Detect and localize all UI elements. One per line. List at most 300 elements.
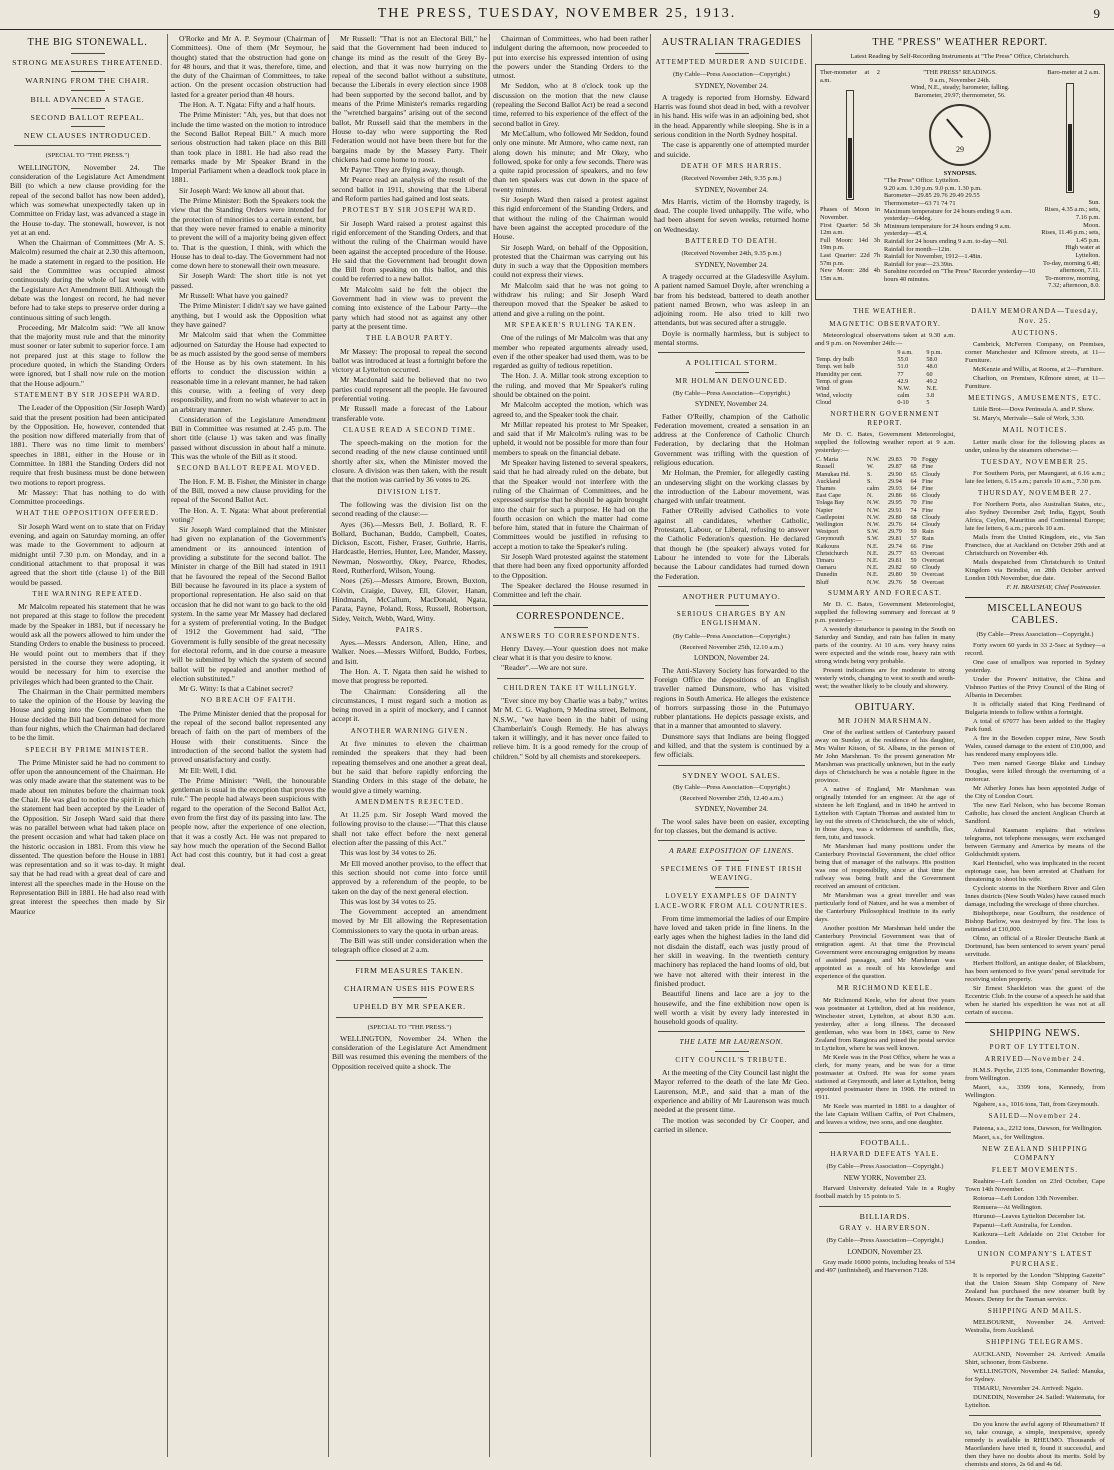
paragraph: WELLINGTON, November 24. When the consideration of the Legislature Act Amendment Bill was resumed this evening the members of the Opposition received quite a shock. The [332, 1033, 487, 1071]
paragraph: Sir Joseph Ward, on behalf of the Opposition, protested that the Chairman was carrying out his duty in such a way that the Opposition members could not express their views. [493, 242, 648, 280]
table-cell: 65 [910, 470, 917, 478]
table-cell: Dunedin [816, 571, 838, 579]
paragraph: DUNEDIN, November 24. Sailed: Waitemata, for Lyttelton. [965, 1393, 1105, 1409]
paragraph: One case of smallpox was reported in Sydney yesterday. [965, 658, 1105, 674]
paragraph: Noes (26).—Messrs Atmore, Brown, Buxton, Colvin, Craigie, Davey, Ell, Glover, Hanan, Hindmarsh, McCallum, MacDonald, Ngata, Parata, Payne, Poland, Ross, Russell, Robertson, Sidey, Veitch, Webb, Ward, Witty. [332, 576, 487, 623]
subheading: NEW ZEALAND SHIPPING COMPANY [982, 1144, 1088, 1162]
forecast-row [815, 471, 955, 478]
readings-title: "THE PRESS" READINGS. [923, 69, 997, 77]
table-cell: N.E. [926, 384, 938, 392]
thermometer-icon [846, 90, 854, 200]
credit-line: (By Cable—Press Association—Copyright.) [672, 632, 791, 640]
paragraph: Mails from the United Kingdom, etc., via San Francisco, due at Auckland on October 29th and at Christchurch on November 4th. [965, 534, 1105, 558]
paragraph: The following was the division list on the second reading of the clause:— [332, 499, 487, 519]
synopsis-line: Barometer—29.85 29.76 29.49 29.55 [884, 192, 980, 200]
deck: LOVELY EXAMPLES OF DAINTY LACE-WORK FROM ALL COUNTRIES. [655, 892, 808, 910]
observatory-row [815, 349, 955, 356]
weather-left [820, 69, 880, 282]
paragraph: Mr Massey: The proposal to repeal the second ballot was introduced at least a fortnight before the victory at Lyttelton occurred. [332, 346, 487, 375]
paragraph: Mr Massey: That has nothing to do with Committee proceedings. [10, 487, 165, 507]
paragraph: WELLINGTON, November 24. Sailed: Manuka, for Sydney. [965, 1367, 1105, 1383]
paragraph: Mails despatched from Christchurch to United Kingdom via Brindisi, on 28th October arrived London 10th November, due date. [965, 559, 1105, 583]
table-cell: Thames [816, 484, 836, 492]
table-cell: N.E. [866, 564, 879, 572]
headline: FOOTBALL. [860, 1137, 910, 1147]
paragraph: Gray made 16000 points, including breaks of 534 and 497 (unfinished), and Harverson 7128. [815, 1259, 955, 1275]
paragraph: TIMARU, November 24. Arrived: Ngaio. [973, 1384, 1084, 1392]
table-cell: Manukau Hd. [816, 470, 851, 478]
paragraph: Mr D. C. Bates, Government Meteorologist, supplied the following summary and forecast at 9 p.m. yesterday:— [815, 601, 955, 625]
credit-line: (By Cable—Press Association—Copyright.) [672, 389, 791, 397]
column-3 [332, 34, 487, 1459]
table-cell: 63 [910, 549, 917, 557]
paragraph: A tragedy is reported from Hornsby. Edward Harris was found shot dead in bed, with a revolver in his hand. His wife was in an adjoining bed, shot in the head. Apparently while sleeping. She is in a serious condition in the North Sydney hospital. [654, 92, 809, 140]
table-cell: 29.79 [887, 528, 902, 536]
paragraph: Herbert Holford, an antique dealer, of Blackburn, has been sentenced to five years' penal servitude for receiving stolen property. [965, 959, 1105, 983]
paragraph: It is reported by the London "Shipping Gazette" that the Union Steam Ship Company of New Zealand has purchased the new steamer built by Messrs. Denny for the Tasman service. [965, 1272, 1105, 1304]
subheading: PORT OF LYTTELTON. [989, 1042, 1081, 1051]
subheading: TUESDAY, NOVEMBER 25. [981, 457, 1089, 466]
paragraph: Cyclonic storms in the Northern River and Glen Innes districts (New South Wales) have caused much damage, including the wreckage of three churches. [965, 884, 1105, 908]
dateline: LONDON, November 23. [847, 1247, 923, 1256]
subheading: ARRIVED—November 24. [984, 1054, 1086, 1063]
deck: HARVARD DEFEATS YALE. [830, 1149, 940, 1158]
table-cell: 68 [910, 513, 917, 521]
table-cell: 58.0 [926, 356, 938, 364]
paragraph: The Bill was still under consideration when the telegraph office closed at 2 a.m. [332, 936, 487, 955]
paragraph: Mrs Harris, victim of the Hornsby tragedy, is dead. The couple lived unhappily. The wife, who had been absent for seven weeks, returned home on Wednesday. [654, 196, 809, 234]
table-cell: 77 [897, 370, 904, 378]
paragraph: "Reader".—We are not sure. [501, 663, 588, 673]
synopsis-line: Rainfall for November, 1912—1.48in. [884, 253, 983, 261]
table-cell: N.W. [866, 578, 880, 586]
subheading: THE WEATHER. [853, 307, 917, 316]
deck: CITY COUNCIL'S TRIBUTE. [675, 1055, 788, 1064]
subheading: SHIPPING AND MAILS. [987, 1307, 1083, 1316]
table-cell: Russell [816, 463, 835, 471]
paragraph: Cambrick, McFerren Company, on Premises, corner Manchester and Kilmore streets, at 11—Furniture. [965, 341, 1105, 365]
table-cell: Fine [922, 506, 934, 514]
paragraph: Mr Speaker having listened to several speakers, said that he had already ruled on the debate, but that the Speaker would not interfere with the ruling of the Chairman of Committees, and he expressed surprise that he should be again brought into the chair for such a purpose. He had on the fourth occasion on which the matter had come before him, stated that in future the Chairman of Committees would be justified in refusing to accept a motion to take the Speaker's ruling. [493, 458, 648, 551]
subheading: PROTEST BY SIR JOSEPH WARD. [342, 206, 477, 215]
paragraph: The Leader of the Opposition (Sir Joseph Ward) said that the present position had been anticipated by the Opposition. He, however, contended that the position now differed materially from that of 1881. There was no time limit to members' speeches in 1881, either in the House or in Committee. In 1881 the Standing Orders did not require that fresh business must be done between two motions to report progress. [10, 403, 165, 487]
table-cell: N.W. [866, 513, 880, 521]
paragraph: AUCKLAND, November 24. Arrived: Amaila Shirt, schooner, from Gisborne. [965, 1350, 1105, 1366]
paragraph: Mr Ell moved another proviso, to the effect that this section should not come into force until approved by a referendum of the people, to be taken on the day of the next general election. [332, 858, 487, 896]
table-cell: 74 [910, 506, 917, 514]
paragraph: This was lost by 34 votes to 26. [340, 848, 437, 858]
forecast-row [815, 485, 955, 492]
sun-line: High water at Lyttelton. [1065, 244, 1100, 260]
paragraph: The Prime Minister: "Ah, yes, but that does not include the time wasted on the motion to introduce the Second Ballot Repeal Bill." A much more serious obstruction had taken place on this Bill than took place in 1881. He had also read the remarks made by Mr Speaker Brand in the Imperial Parliament when a deadlock took place in 1881. [171, 110, 326, 185]
paragraph: The Hon. J. A. Millar took strong exception to the ruling, and moved that Mr Speaker's ruling should be obtained on the point. [493, 371, 648, 399]
paragraph: Maori, s.s., 3399 tons, Kennedy, from Wellington. [965, 1084, 1105, 1100]
forecast-row [815, 564, 955, 571]
subheading: MR JOHN MARSHMAN. [838, 717, 932, 726]
paragraph: Olmo, an official of a Riosler Deutsche Bank at Dortmund, has been sentenced to seven years' penal servitude. [965, 934, 1105, 958]
table-cell: 49.2 [926, 377, 938, 385]
deck: NEW CLAUSES INTRODUCED. [23, 131, 152, 141]
table-cell: 29.76 [887, 520, 902, 528]
observatory-row [815, 392, 955, 399]
paragraph: One of the rulings of Mr Malcolm was that any member who repeated arguments already used, even if the other speaker had used them, was to be regarded as guilty of tedious repetition. [493, 333, 648, 371]
table-cell: 29.81 [887, 535, 902, 543]
subheading: NORTHERN GOVERNMENT REPORT. [830, 409, 940, 427]
table-cell: Timaru [816, 556, 834, 564]
dateline: SYDNEY, November 24. [695, 260, 768, 269]
paragraph: Ayes (36).—Messrs Bell, J. Bollard, R. F. Bollard, Buchanan, Buddo, Campbell, Coates, Dickson, Escott, Fisher, Fraser, Guthrie, Harris, Hardcastle, Herries, Hunter, Lee, Mander, Massey, Newman, Nosworthy, Okey, Pearce, Rhodes, Reed, Rutherford, Wilson, Young. [332, 519, 487, 576]
sun-line: To-day, morning 6.48; afternoon, 7.11. [1043, 259, 1100, 275]
table-cell: N.W. [866, 506, 880, 514]
column-rule [650, 34, 651, 1457]
table-cell: 3.8 [926, 392, 935, 400]
paragraph: Present indications are for moderate to strong westerly winds, changing to west to south and south-west; the weather likely to be cloudy and showery. [815, 667, 955, 691]
table-cell: 9 a.m. [897, 348, 913, 356]
dateline: SYDNEY, November 24. [695, 185, 768, 194]
signature: F. H. BRAYSHAY, Chief Postmaster. [1006, 584, 1101, 592]
table-cell: N.W. [897, 384, 911, 392]
paragraph: Kaikoura—Left Adelaide on 21st October for London. [965, 1231, 1105, 1247]
forecast-row [815, 514, 955, 521]
paragraph: Beautiful linens and lace are a joy to the housewife, and the fine exhibition now open is well worth a visit by every lady interested in household goods of quality. [654, 989, 809, 1027]
paragraph: Karl Hentschel, who was implicated in the recent espionage case, has been arrested at Chatham for threatening to shoot his wife. [965, 859, 1105, 883]
deck: SERIOUS CHARGES BY AN ENGLISHMAN. [676, 610, 787, 628]
table-cell: 29.95 [887, 499, 902, 507]
paragraph: Mr Malcolm accepted the motion, which was agreed to, and the Speaker took the chair. [493, 400, 648, 419]
observatory-table [815, 349, 955, 407]
headline: BILLIARDS. [859, 1211, 911, 1221]
paragraph: Mr Macdonald said he believed that no two parties could represent all the people. He favoured preferential voting. [332, 375, 487, 403]
subheading: NO BREACH OF FAITH. [200, 696, 297, 705]
page-number: 9 [1093, 6, 1100, 21]
paragraph: Mr Holman, the Premier, for allegedly casting an undeserving slight on the working classes by the introduction of the Labour movement, was charged with unfair treatment. [654, 468, 809, 506]
paragraph: Sir Joseph Ward protested against the statement that there had been any fixed opportunity afforded to the Opposition. [493, 552, 648, 580]
paragraph: One of the earliest settlers of Canterbury passed away on Sunday, at the residence of his daughter, Mrs Walter Kitson, of St. Albans, in the person of Mr John Marshman. To the present generation Mr Marshman was practically unknown, but in the early days of Christchurch he was a notable figure in the province. [815, 729, 955, 785]
table-cell: Kaikoura [816, 542, 840, 550]
observatory-row [815, 363, 955, 370]
subheading: ANSWERS TO CORRESPONDENTS. [500, 631, 641, 640]
table-cell: 29.80 [887, 571, 902, 579]
subheading: SAILED—November 24. [988, 1112, 1082, 1121]
table-cell: Wellington [816, 520, 844, 528]
paragraph: Consideration of the Legislature Amendment Bill in Committee was resumed at 2.45 p.m. The short title (clause 1) was taken and was finally passed without discussion in about half a minute. This was the whole of the Bill as it stood. [171, 414, 326, 462]
paragraph: St. Mary's, Merivale—Sale of Work, 3.30. [973, 415, 1085, 423]
paragraph: Sir Joseph Ward: We know all about that. [179, 185, 305, 195]
table-cell: 66 [910, 492, 917, 500]
table-cell: S.W. [866, 528, 879, 536]
subheading: MAGNETIC OBSERVATORY. [829, 319, 941, 328]
subheading: MR RICHMOND KEELE. [836, 984, 934, 993]
subheading: DEATH OF MRS HARRIS. [680, 161, 783, 170]
forecast-row [815, 571, 955, 578]
forecast-row [815, 478, 955, 485]
dateline: SYDNEY, November 24. [695, 400, 768, 409]
paragraph: Proceeding, Mr Malcolm said: "We all know that the majority must rule and that the minority must sooner or later submit to superior force. I am not prepared just at this stage to follow the procedure quoted, in which the Standing Orders were ignored, but I shall now rule on the motion that the House adjourn." [10, 322, 165, 388]
table-cell: Overcast [922, 549, 945, 557]
sun-line: Sun. [1088, 198, 1100, 206]
forecast-row [815, 557, 955, 564]
paragraph: Mr McCallum, who followed Mr Seddon, found only one minute. Mr Atmore, who came next, ran along down his minute; and Mr Okey, who followed, spoke for only a few seconds. There was a quite rapid procession of speakers, and no few than ten speakers was cut down in the space of twenty minutes. [493, 128, 648, 194]
table-cell: 70 [910, 499, 917, 507]
paragraph: At the meeting of the City Council last night the Mayor referred to the death of the late Mr Geo. Laurenson, M.P., and said that a man of the experience and ability of Mr Laurenson was much needed at the present time. [654, 1068, 809, 1115]
table-cell: Rain [922, 528, 934, 536]
headline: SYDNEY WOOL SALES. [682, 770, 781, 780]
synopsis-line: Sunshine recorded on "The Press" Recorder yesterday—10 hours 40 minutes. [884, 268, 1036, 283]
paragraph: Mr Millar repeated his protest to Mr Speaker, and said that if Mr Malcolm's ruling was to be upheld, it would not be possible for more than four members to speak on the financial debate. [493, 419, 648, 457]
paragraph: A total of 67077 has been added to the Hagley Park fund. [965, 717, 1105, 733]
synopsis-line: Thermometer—63 71 74 71 [884, 200, 956, 208]
credit-line: (By Cable—Press Association—Copyright.) [672, 71, 791, 79]
paragraph: The Government accepted an amendment moved by Mr Ell allowing the Representation Commissioners to vary the quota in urban areas. [332, 907, 487, 935]
paragraph: Mr Pearce read an analysis of the result of the second ballot in 1911, showing that the Liberal and Reform parties had gained and lost seats. [332, 175, 487, 204]
forecast-row [815, 456, 955, 463]
table-cell: 64 [910, 477, 917, 485]
paragraph: Ayes.—Messrs Anderson, Allen, Hine, and Walker. Noes.—Messrs Wilford, Buddo, Forbes, and Isitt. [332, 638, 487, 666]
table-cell: Castlepoint [816, 513, 845, 521]
headline: THE "PRESS" WEATHER REPORT. [872, 37, 1048, 48]
paragraph: Hurunui—Leaves Lyttelton December 1st. [973, 1213, 1086, 1221]
table-cell: 64 [910, 484, 917, 492]
subheading: MR SPEAKER'S RULING TAKEN. [504, 320, 637, 329]
paragraph: Sir Joseph Ward went on to state that on Friday evening, and again on Saturday morning, an offer was made to the Government to adjourn at midnight until 7.30 p.m. on Monday, and in a conditional attachment to that proposal it was agreed that the short title (clause 1) of the Bill would be passed. [10, 521, 165, 587]
subheading: MEETINGS, AMUSEMENTS, ETC. [968, 394, 1102, 403]
forecast-row [815, 492, 955, 499]
table-cell: Overcast [922, 578, 945, 586]
paragraph: Mr Marshman had many positions under the Canterbury Provincial Government, the chief office being that of manager of the railways. His position was one of responsibility, since at that time the railway was being built and the Government received an amount of criticism. [815, 843, 955, 891]
table-cell: calm [866, 484, 879, 492]
table-cell: Tolaga Bay [816, 499, 845, 507]
headline: OBITUARY. [854, 702, 916, 714]
table-cell: 58 [910, 578, 917, 586]
headline: THE LATE MR LAURENSON. [679, 1037, 784, 1047]
table-cell: Humidity per cent. [816, 370, 863, 378]
paragraph: Mr G. Witty: Is that a Cabinet secret? [179, 684, 293, 694]
table-cell: Wind, velocity [816, 392, 853, 400]
sun-line: Moon. [1083, 221, 1100, 229]
table-cell: Wind [816, 384, 830, 392]
subheading: PAIRS. [395, 625, 424, 634]
paragraph: A native of England, Mr Marshman was originally intended for an engineer. At the age of sixteen he left England, and in 1840 he arrived in Lyttelton with Captain Thomas and assisted him to lay out the streets of Christchurch, the site of which, in those days, was a wilderness of sandhills, flax, fern, tutu, and tussock. [815, 786, 955, 842]
synopsis-line: Maximum temperature for 24 hours ending 9 a.m. yesterday—64deg. [884, 207, 1012, 223]
paragraph: Admiral Kasmann explains that wireless telegrams, not telephone messages, were exchanged between Germany and America by means of the Goldschmidt system. [965, 826, 1105, 858]
table-cell: 70 [910, 456, 917, 464]
headline: SHIPPING NEWS. [989, 1027, 1081, 1039]
paragraph: The Hon. A. T. Ngata: Fifty and a half hours. [179, 100, 316, 110]
table-cell: East Cape [816, 492, 841, 500]
deck: UPHELD BY MR SPEAKER. [353, 1002, 466, 1012]
weather-intro: Latest Reading by Self-Recording Instruments at "The Press" Office, Christchurch. [850, 53, 1070, 60]
moon-line: Phases of Moon in November. [820, 206, 880, 222]
paragraph: Mr Ell: Well, I did. [179, 765, 237, 775]
observatory-row [815, 371, 955, 378]
table-cell: 57 [910, 535, 917, 543]
subheading: AMENDMENTS REJECTED. [354, 797, 465, 806]
forecast-row [815, 507, 955, 514]
paragraph: "Ever since my boy Charlie was a baby," writes Mr M. C. G. Waghorn, 9 Medina street, Belmont, N.S.W., "we have been in the habit of using Chamberlain's Cough Remedy. He has always taken it willingly, and it has never once failed to relieve him. It is a good remedy for the croup of children." Sold by all chemists and storekeepers. [493, 696, 648, 761]
subheading: AUCTIONS. [1011, 328, 1059, 337]
table-cell: S. [866, 477, 872, 485]
table-cell: 51.0 [897, 363, 909, 371]
observatory-row [815, 399, 955, 406]
paragraph: The Hon. A. T. Ngata then said he wished to move that progress be reported. [332, 667, 487, 686]
paragraph: H.M.S. Psyche, 2135 tons, Commander Bowring, from Wellington. [965, 1067, 1105, 1083]
table-cell: 29.93 [887, 484, 902, 492]
table-cell: Overcast [922, 571, 945, 579]
subheading: SECOND BALLOT REPEAL MOVED. [176, 464, 321, 473]
subheading: THE WARNING REPEATED. [32, 589, 143, 598]
paragraph: Sir Joseph Ward then raised a protest against this rigid enforcement of the Standing Orders, and that without the ruling of the Chairman would have been against the accepted procedure of the House. [493, 195, 648, 242]
paragraph: Mr Russell made a forecast of the Labour transferable vote. [332, 404, 487, 423]
paragraph: Mr Richmond Keele, who for about five years was postmaster at Lyttelton, died at his residence, Winchester street, Lyttelton, at about 8.30 a.m. yesterday, after a long illness. The deceased gentleman, who was born in 1843, came to New Zealand from Rangiora and joined the postal service in Lyttelton, where he was well known. [815, 996, 955, 1052]
paragraph: Mr Malcolm said that he was not going to withdraw his ruling; and Sir Joseph Ward thereupon moved that the Speaker be asked to attend and give a ruling on the point. [493, 280, 648, 318]
paragraph: The speech-making on the motion for the second reading of the new clause continued until shortly after six, when the Minister moved the closure. A division was then taken, with the result that the motion was carried by 36 votes to 26. [332, 438, 487, 485]
deck: SPECIMENS OF THE FINEST IRISH WEAVING. [660, 864, 803, 882]
table-cell: 66 [910, 542, 917, 550]
deck: GRAY v. HARVERSON. [839, 1224, 931, 1233]
paragraph: The Anti-Slavery Society has forwarded to the Foreign Office the depositions of an English traveller named Dunsmore, who has visited regions in South America. He alleges the existence of horrors surpassing those in the Putumayo rubber plantations. He depicts passage exists, and that in a manner that amounted to slavery. [654, 665, 809, 731]
table-cell: 29.81 [887, 556, 902, 564]
table-cell: Overcast [922, 556, 945, 564]
table-cell: C. Maria [816, 456, 838, 464]
table-cell: N.W. [866, 520, 880, 528]
table-cell: Rain [922, 535, 934, 543]
paragraph: Sir Joseph Ward complained that the Minister had given no explanation of the Government's amendment or its announced intention of providing a substitute for the second ballot. The Minister in charge of the Bill had stated in 1911 that he favoured the repeal of the Second Ballot Bill because he favoured in its place a system of proportional representation. He also said on that occasion that he did not want to go back to the old system. In the same year Mr Massey had declared for a system of preferential voting. In the Budget of 1912 the Government had said, "The Government is fully sensible of the great necessity for electoral reform, and in due course a measure will be submitted by which the system of second ballot will be repealed and another method of election substituted." [171, 525, 326, 683]
table-cell: 29.74 [887, 542, 902, 550]
table-cell: 29.90 [887, 470, 902, 478]
table-cell: Fine [922, 477, 934, 485]
paragraph: Sir Ernest Shackleton was the guest of the Eccentric Club. In the course of a speech he said that when he started his expedition he was not at all certain of success. [965, 984, 1105, 1016]
weather-centre [884, 69, 1036, 283]
headline: AUSTRALIAN TRAGEDIES [661, 37, 802, 48]
paragraph: Henry Davey.—Your question does not make clear what it is that you desire to know. [493, 643, 648, 663]
table-cell: Westport [816, 528, 839, 536]
observatory-row [815, 385, 955, 392]
table-cell: 48.0 [926, 363, 938, 371]
paragraph: MELBOURNE, November 24. Arrived: Westralia, from Auckland. [965, 1319, 1105, 1335]
paragraph: Doyle is normally harmless, but is subject to mental storms. [654, 328, 809, 348]
table-cell [815, 349, 896, 356]
paragraph: For Southern Ports, per Maungarei, at 6.16 a.m.; late fee letters, 6.15 a.m.; parcels 10 a.m., 7.30 p.m. [965, 470, 1105, 486]
paragraph: Mr Keele was married in 1881 to a daughter of the late Captain William Caffin, of Port Chalmers, and leaves a widow, two sons, and one daughter. [815, 1102, 955, 1126]
paragraph: For Northern Ports, also Australian States, etc., also Sydney December 2nd; India, Egypt, South Africa, Ceylon, Mauritius and Continental Europe; late fee letters, 6 a.m.; parcels 10 a.m. [965, 501, 1105, 533]
readings-line: 9 a.m., November 24th. [929, 76, 991, 84]
credit-line: (By Cable—Press Association—Copyright.) [826, 1237, 944, 1245]
paragraph: Mr Russell: What have you gained? [179, 291, 288, 301]
paragraph: Mr Seddon, who at 8 o'clock took up the discussion on the motion that the new clause (repealing the Second Ballot Act) be read a second time, referred to his experience of the effect of the second ballot in Grey. [493, 81, 648, 128]
table-cell: Greymouth [816, 535, 845, 543]
subheading: ANOTHER WARNING GIVEN. [350, 726, 469, 735]
paragraph: Mr Malcolm said he felt the object the Government had in view was to prevent the coming into existence of the Labour Party—the party which had stood not as against any other party at the present time. [332, 284, 487, 331]
column-5 [654, 34, 809, 1459]
forecast-row [815, 550, 955, 557]
credit-line: (SPECIAL TO "THE PRESS.") [367, 1023, 452, 1031]
paragraph: Remuera—At Wellington. [973, 1204, 1043, 1212]
synopsis-line: 9.20 a.m. 1.30 p.m. 9.0 p.m. 1.30 p.m. [884, 184, 982, 192]
table-cell: Temp. wet bulb [816, 363, 855, 371]
paragraph: The Prime Minister said he had no comment to offer upon the announcement of the Chairman. He was only made aware that the statement was to be made about ten minutes before the chairman took the Chair. He was glad to notice the spirit in which the statement had been accepted by the Leader of the Opposition. Sir Joseph Ward said that there was no parallel between what had taken place on the present occasion and what had taken place on the historic occasion in 1881. From this view he dissented. The question before the House in 1881 was representation and so it was to-day. It might say that he had read with a great deal of care and interest all the speeches made in the House on the Representation Bill in 1881. He had also read with great interest the speeches then made by Sir Maurice [10, 757, 165, 916]
received-line: (Received November 24th, 9.35 p.m.) [681, 250, 782, 258]
deck: MR HOLMAN DENOUNCED. [675, 376, 788, 385]
subheading: STATEMENT BY SIR JOSEPH WARD. [14, 390, 161, 399]
dateline: SYDNEY, November 24. [695, 805, 768, 814]
paragraph: From time immemorial the ladies of our Empire have loved and taken pride in fine linens. In the early ages when the highest ladies in the land did not disdain the distaff, each was justly proud of her skill in weaving. In the twentieth century machinery has replaced the hand looms of old, but we have not altered with their interest in the finished product. [654, 913, 809, 988]
column-6 [815, 34, 1105, 1468]
paragraph: A tragedy occurred at the Gladesville Asylum. A patient named Samuel Doyle, after wrenching a bar from his bedstead, battered to death another patient named Brown, who was asleep in an adjoining room. He also tried to kill two attendants, but was secured after a struggle. [654, 271, 809, 328]
table-cell: Temp. of grass [816, 377, 853, 385]
masthead [0, 0, 1114, 30]
table-cell: 29.91 [887, 506, 902, 514]
readings-line: Wind, N.E., steady; barometer, falling. [910, 84, 1010, 92]
paragraph: The Hon. F. M. B. Fisher, the Minister in charge of the Bill, moved a new clause providing for the repeal of the Second Ballot Act. [171, 476, 326, 505]
paragraph: Ruahine—Left London on 23rd October, Cape Town 14th November. [965, 1178, 1105, 1194]
paragraph: Mr Malcolm repeated his statement that he was not prepared at this stage to follow the precedent made by the Speaker in 1881, but if necessary he would ask all the powers allowed to him under the Standing Orders to enable the business to proceed. He would point out to members that if they persisted in the course they were adopting, it would be necessary for him to exercise the privileges which had been granted to the Chair. [10, 602, 165, 686]
headline: THE BIG STONEWALL. [27, 37, 148, 48]
table-cell: Cloudy [922, 520, 941, 528]
table-cell: 0-10 [897, 399, 909, 407]
paragraph: Sir Joseph Ward raised a protest against this rigid enforcement of the Standing Orders, and that without the ruling of the Chairman would have been against the accepted procedure of the House. He said that the Government had brought down the Bill from speaking on this ballot, and this could be referred to a new ballot. [332, 218, 487, 284]
paragraph: The Prime Minister: "Well, the honourable gentleman is usual in the exception that proves the rule." The people had always been suspicious with regard to the operation of the Second Ballot Act, even from the first day of its passing into law. The people now, after the experience of one election, that it was a costly Act. He was not prepared to say how much the operation of the Second Ballot Act had cost this country, but it had cost a great deal. [171, 775, 326, 869]
barometer-tube-icon [1066, 83, 1074, 193]
table-cell: 60 [910, 564, 917, 572]
forecast-row [815, 521, 955, 528]
table-cell: W. [866, 463, 874, 471]
paragraph: At 11.25 p.m. Sir Joseph Ward moved the following proviso to the clause:—"That this clause shall not take effect before the next general election after the passing of this Act." [332, 810, 487, 848]
paragraph: Charlton, on Premises, Kilmore street, at 11—Furniture. [965, 375, 1105, 391]
table-cell: N. [866, 492, 873, 500]
sun-line: Rises, 11.46 p.m.; sets, 1.45 p.m. [1041, 229, 1100, 244]
dateline: LONDON, November 24. [693, 654, 770, 663]
table-cell: 59 [910, 528, 917, 536]
notices-subcolumn [965, 304, 1105, 1469]
paragraph: Little Brot-—Dova Peninsula A. and P. Show. [973, 406, 1095, 414]
synopsis-line: Rainfall for 24 hours ending 9 a.m. to-day—Nil. [884, 238, 1008, 246]
synopsis-title: SYNOPSIS. [943, 169, 977, 177]
table-cell: 29.76 [887, 578, 902, 586]
table-cell: Fine [922, 463, 934, 471]
paragraph: The motion was seconded by Cr Cooper, and carried in silence. [654, 1115, 809, 1134]
subheading: CLAUSE READ A SECOND TIME. [343, 425, 476, 434]
subheading: WHAT THE OPPOSITION OFFERED. [15, 509, 160, 518]
paragraph: This was lost by 34 votes to 25. [340, 896, 437, 906]
weather-report-box [815, 64, 1105, 300]
table-cell: N.W. [866, 456, 880, 464]
paragraph: Maori, s.s., for Wellington. [973, 1133, 1045, 1141]
forecast-row [815, 543, 955, 550]
barometer-title: Baro-meter at 2 a.m. [1047, 69, 1100, 77]
table-cell: 55.0 [897, 356, 909, 364]
table-cell: Cloud [816, 399, 832, 407]
table-cell: Cloudy [922, 564, 941, 572]
dateline: SYDNEY, November 24. [695, 81, 768, 90]
dial-label: 29 [956, 144, 964, 154]
weather-right [1040, 69, 1100, 290]
paragraph: The wool sales have been on easier, excepting for top classes, but the demand is active. [654, 816, 809, 836]
subheading: SUMMARY AND FORECAST. [828, 588, 942, 597]
deck: ATTEMPTED MURDER AND SUICIDE. [655, 58, 808, 66]
sun-line: Rises, 4.35 a.m.; sets, 7.16 p.m. [1044, 206, 1100, 222]
moon-line: New Moon: 28d 4h 15m a.m. [820, 267, 880, 282]
dateline: NEW YORK, November 23. [843, 1173, 927, 1182]
paragraph: Mr Marshman was a great traveller and was particularly fond of Nature, and he was a member of the Canterbury Philosophical Institute in its early days. [815, 892, 955, 924]
table-cell: 29.94 [887, 477, 902, 485]
table-cell: 59 [910, 571, 917, 579]
paragraph: Rotorua—Left London 13th November. [973, 1195, 1079, 1203]
headline: FIRM MEASURES TAKEN. [355, 965, 464, 975]
paragraph: O'Rorke and Mr A. P. Seymour (Chairman of Committees). One of them (Mr Seymour, he thought) stated that the obstruction had gone on for 48 hours, and that it was, therefore, time, and the duty of the Chairman of Committees, to take action. On the present occasion obstruction had lasted for a greater period than 48 hours. [171, 34, 326, 99]
moon-line: Last Quarter: 22d 7h 57m p.m. [820, 252, 880, 267]
paragraph: Papanui—Left Australia, for London. [973, 1222, 1073, 1230]
headline: ANOTHER PUTUMAYO. [682, 591, 781, 601]
